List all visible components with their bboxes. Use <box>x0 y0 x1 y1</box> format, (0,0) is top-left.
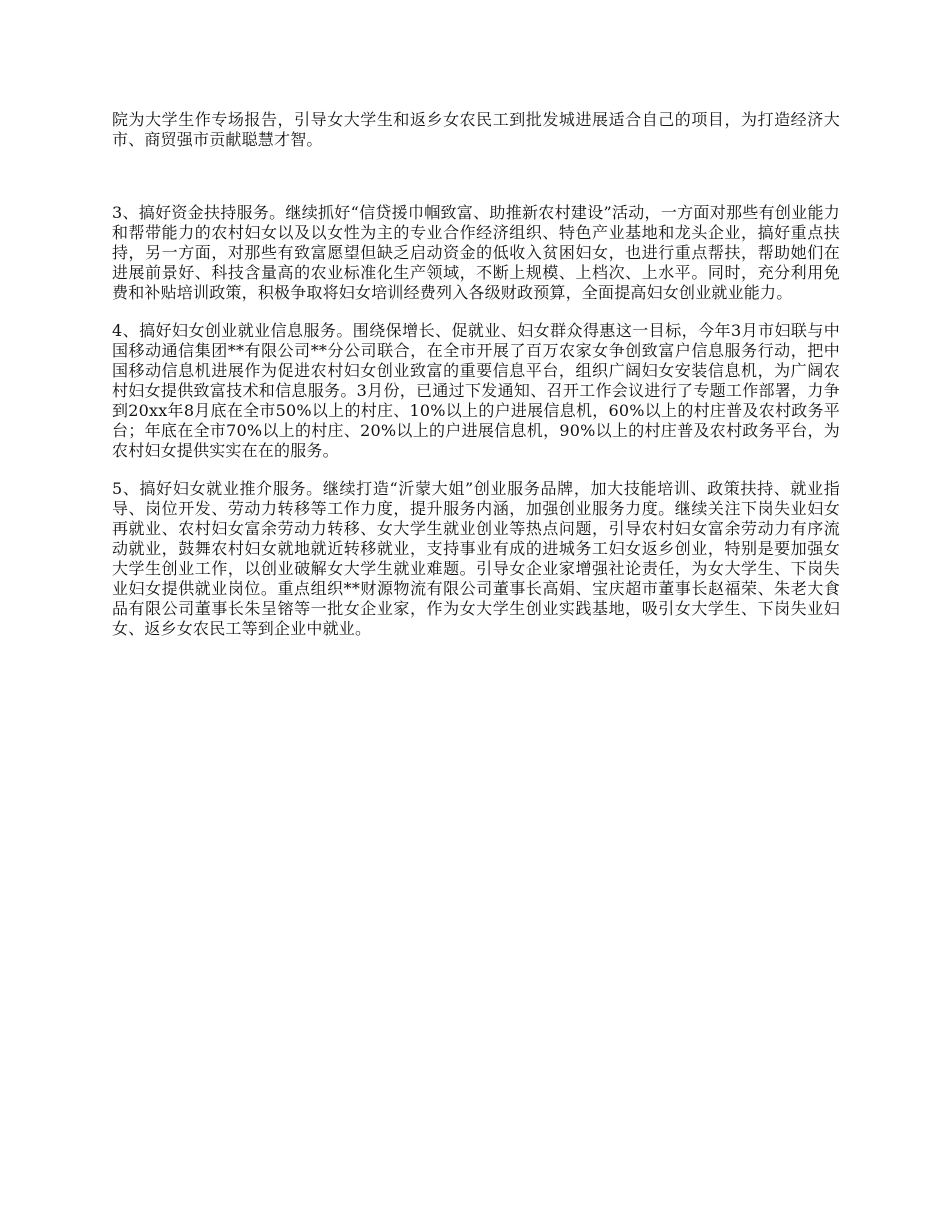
paragraph-information-service: 4、搞好妇女创业就业信息服务。围绕保增长、促就业、妇女群众得惠这一目标，今年3月市妇联与中国移动通信集团**有限公司**分公司联合，在全市开展了百万农家女争创致富户信息服务行动，把中国移动信息机进展作为促进农村妇女创业致富的重要信息平台，组织广阔妇女安装信息机，为广阔农村妇女提供致富技术和信息服务。3月份，已通过下发通知、召开工作会议进行了专题工作部署，力争到20xx年8月底在全市50%以上的村庄、10%以上的户进展信息机，60%以上的村庄普及农村政务平台；年底在全市70%以上的村庄、20%以上的户进展信息机，90%以上的村庄普及农村政务平台，为农村妇女提供实实在在的服务。 <box>112 321 840 460</box>
paragraph-employment-promotion: 5、搞好妇女就业推介服务。继续打造“沂蒙大姐”创业服务品牌，加大技能培训、政策扶持、就业指导、岗位开发、劳动力转移等工作力度，提升服务内涵，加强创业服务力度。继续关注下岗失业妇女再就业、农村妇女富余劳动力转移、女大学生就业创业等热点问题，引导农村妇女富余劳动力有序流动就业，鼓舞农村妇女就地就近转移就业，支持事业有成的进城务工妇女返乡创业，特别是要加强女大学生创业工作，以创业破解女大学生就业难题。引导女企业家增强社论责任，为女大学生、下岗失业妇女提供就业岗位。重点组织**财源物流有限公司董事长高娟、宝庆超市董事长赵福荣、朱老大食品有限公司董事长朱呈镕等一批女企业家，作为女大学生创业实践基地，吸引女大学生、下岗失业妇女、返乡女农民工等到企业中就业。 <box>112 479 840 638</box>
paragraph-funding-support: 3、搞好资金扶持服务。继续抓好“信贷援巾帼致富、助推新农村建设”活动，一方面对那些有创业能力和帮带能力的农村妇女以及以女性为主的专业合作经济组织、特色产业基地和龙头企业，搞好重点扶持，另一方面，对那些有致富愿望但缺乏启动资金的低收入贫困妇女，也进行重点帮扶，帮助她们在进展前景好、科技含量高的农业标准化生产领域，不断上规模、上档次、上水平。同时，充分利用免费和补贴培训政策，积极争取将妇女培训经费列入各级财政预算，全面提高妇女创业就业能力。 <box>112 203 840 302</box>
paragraph-continuation: 院为大学生作专场报告，引导女大学生和返乡女农民工到批发城进展适合自己的项目，为打造经济大市、商贸强市贡献聪慧才智。 <box>112 110 840 149</box>
document-page <box>112 110 840 639</box>
